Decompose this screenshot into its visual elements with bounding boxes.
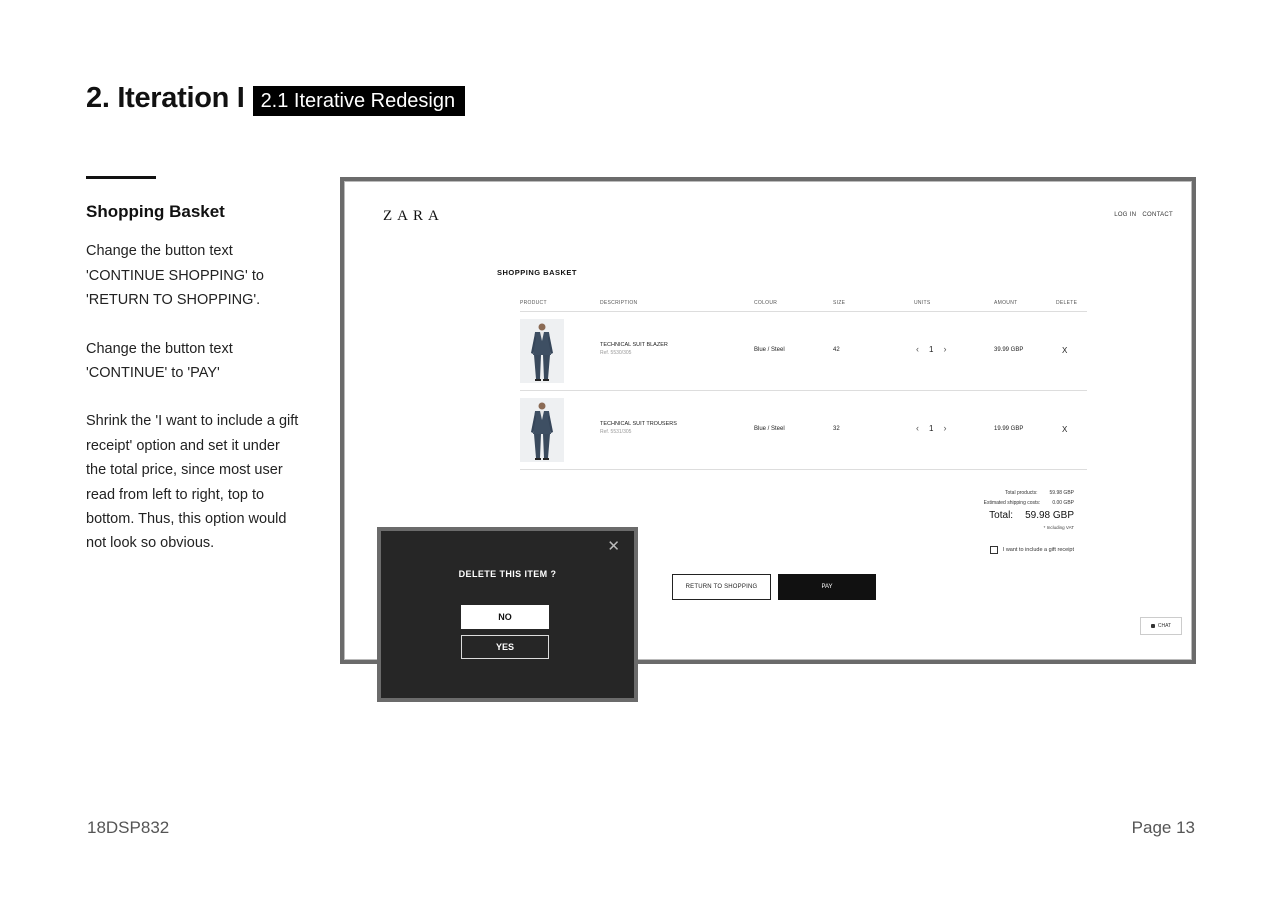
total-products-label: Total products: bbox=[1005, 490, 1038, 496]
product-ref: Ref. 5531/305 bbox=[600, 429, 632, 435]
note-paragraph: Shrink the 'I want to include a gift receipt' option and set it under the total price, since most user read from left to right, top to bottom. Thus, this option would not look so obvious. bbox=[86, 413, 299, 552]
contact-link[interactable]: CONTACT bbox=[1142, 212, 1173, 218]
delete-question: DELETE THIS ITEM ? bbox=[458, 569, 557, 579]
product-photo[interactable] bbox=[520, 319, 564, 383]
close-icon[interactable]: ✕ bbox=[607, 538, 620, 555]
yes-button[interactable]: YES bbox=[461, 635, 549, 659]
shipping-label: Estimated shipping costs: bbox=[983, 500, 1041, 506]
col-size: SIZE bbox=[833, 300, 846, 306]
pay-button[interactable]: PAY bbox=[778, 574, 876, 600]
note-paragraph: Change the button text 'CONTINUE' to 'PAY' bbox=[86, 340, 233, 382]
col-description: DESCRIPTION bbox=[600, 300, 638, 306]
product-amount: 19.99 GBP bbox=[994, 426, 1024, 432]
return-to-shopping-button[interactable]: RETURN TO SHOPPING bbox=[672, 574, 771, 600]
login-link[interactable]: LOG IN bbox=[1114, 212, 1137, 218]
product-colour: Blue / Steel bbox=[754, 347, 785, 353]
increase-icon[interactable]: › bbox=[943, 344, 947, 354]
product-colour: Blue / Steel bbox=[754, 426, 785, 432]
table-row bbox=[520, 391, 1087, 470]
col-units: UNITS bbox=[914, 300, 931, 306]
product-ref: Ref. 5530/305 bbox=[600, 350, 632, 356]
gift-receipt-checkbox[interactable] bbox=[990, 546, 998, 554]
col-product: PRODUCT bbox=[520, 300, 547, 306]
product-size: 32 bbox=[833, 426, 840, 432]
table-row bbox=[520, 312, 1087, 391]
product-amount: 39.99 GBP bbox=[994, 347, 1024, 353]
product-name[interactable]: TECHNICAL SUIT BLAZER bbox=[600, 342, 668, 348]
decrease-icon[interactable]: ‹ bbox=[916, 344, 919, 354]
totals-block bbox=[984, 490, 1074, 535]
col-amount: AMOUNT bbox=[994, 300, 1018, 306]
page-heading bbox=[86, 82, 465, 115]
total-value: 59.98 GBP bbox=[1025, 510, 1074, 521]
zara-logo[interactable]: ZARA bbox=[383, 208, 444, 224]
decrease-icon[interactable]: ‹ bbox=[916, 423, 919, 433]
gift-receipt-option[interactable] bbox=[990, 546, 1074, 554]
no-button[interactable]: NO bbox=[461, 605, 549, 629]
delete-icon[interactable]: X bbox=[1062, 346, 1068, 355]
chat-button[interactable] bbox=[1140, 617, 1182, 635]
basket-table bbox=[520, 297, 1087, 470]
notes-title: Shopping Basket bbox=[86, 202, 225, 221]
product-photo[interactable] bbox=[520, 398, 564, 462]
gift-receipt-label: I want to include a gift receipt bbox=[1002, 547, 1074, 553]
footer-code: 18DSP832 bbox=[87, 818, 170, 837]
total-label: Total: bbox=[989, 510, 1014, 521]
total-products-value: 59.98 GBP bbox=[1049, 490, 1074, 496]
table-header bbox=[520, 297, 1087, 312]
quantity-value: 1 bbox=[929, 344, 934, 354]
col-delete: DELETE bbox=[1056, 300, 1078, 306]
delete-item-modal bbox=[377, 527, 638, 702]
delete-icon[interactable]: X bbox=[1062, 425, 1068, 434]
chat-icon bbox=[1151, 624, 1155, 628]
notes-panel bbox=[86, 200, 301, 580]
product-description bbox=[600, 342, 668, 356]
shipping-value: 0.00 GBP bbox=[1052, 500, 1074, 506]
note-paragraph: Change the button text 'CONTINUE SHOPPING' to 'RETURN TO SHOPPING'. bbox=[86, 243, 264, 309]
heading-title: 2. Iteration I bbox=[86, 82, 245, 114]
page-number: Page 13 bbox=[1131, 818, 1195, 837]
col-colour: COLOUR bbox=[754, 300, 778, 306]
vat-note: * Including VAT bbox=[1043, 525, 1074, 530]
heading-tag: 2.1 Iterative Redesign bbox=[253, 86, 466, 116]
top-links bbox=[1114, 212, 1173, 218]
increase-icon[interactable]: › bbox=[943, 423, 947, 433]
quantity-value: 1 bbox=[929, 423, 934, 433]
quantity-stepper bbox=[916, 423, 946, 433]
product-size: 42 bbox=[833, 347, 840, 353]
divider bbox=[86, 176, 156, 179]
chat-label: CHAT bbox=[1157, 623, 1172, 629]
product-name[interactable]: TECHNICAL SUIT TROUSERS bbox=[600, 421, 677, 427]
product-description bbox=[600, 421, 677, 435]
basket-title: SHOPPING BASKET bbox=[497, 268, 578, 277]
quantity-stepper bbox=[916, 344, 946, 354]
